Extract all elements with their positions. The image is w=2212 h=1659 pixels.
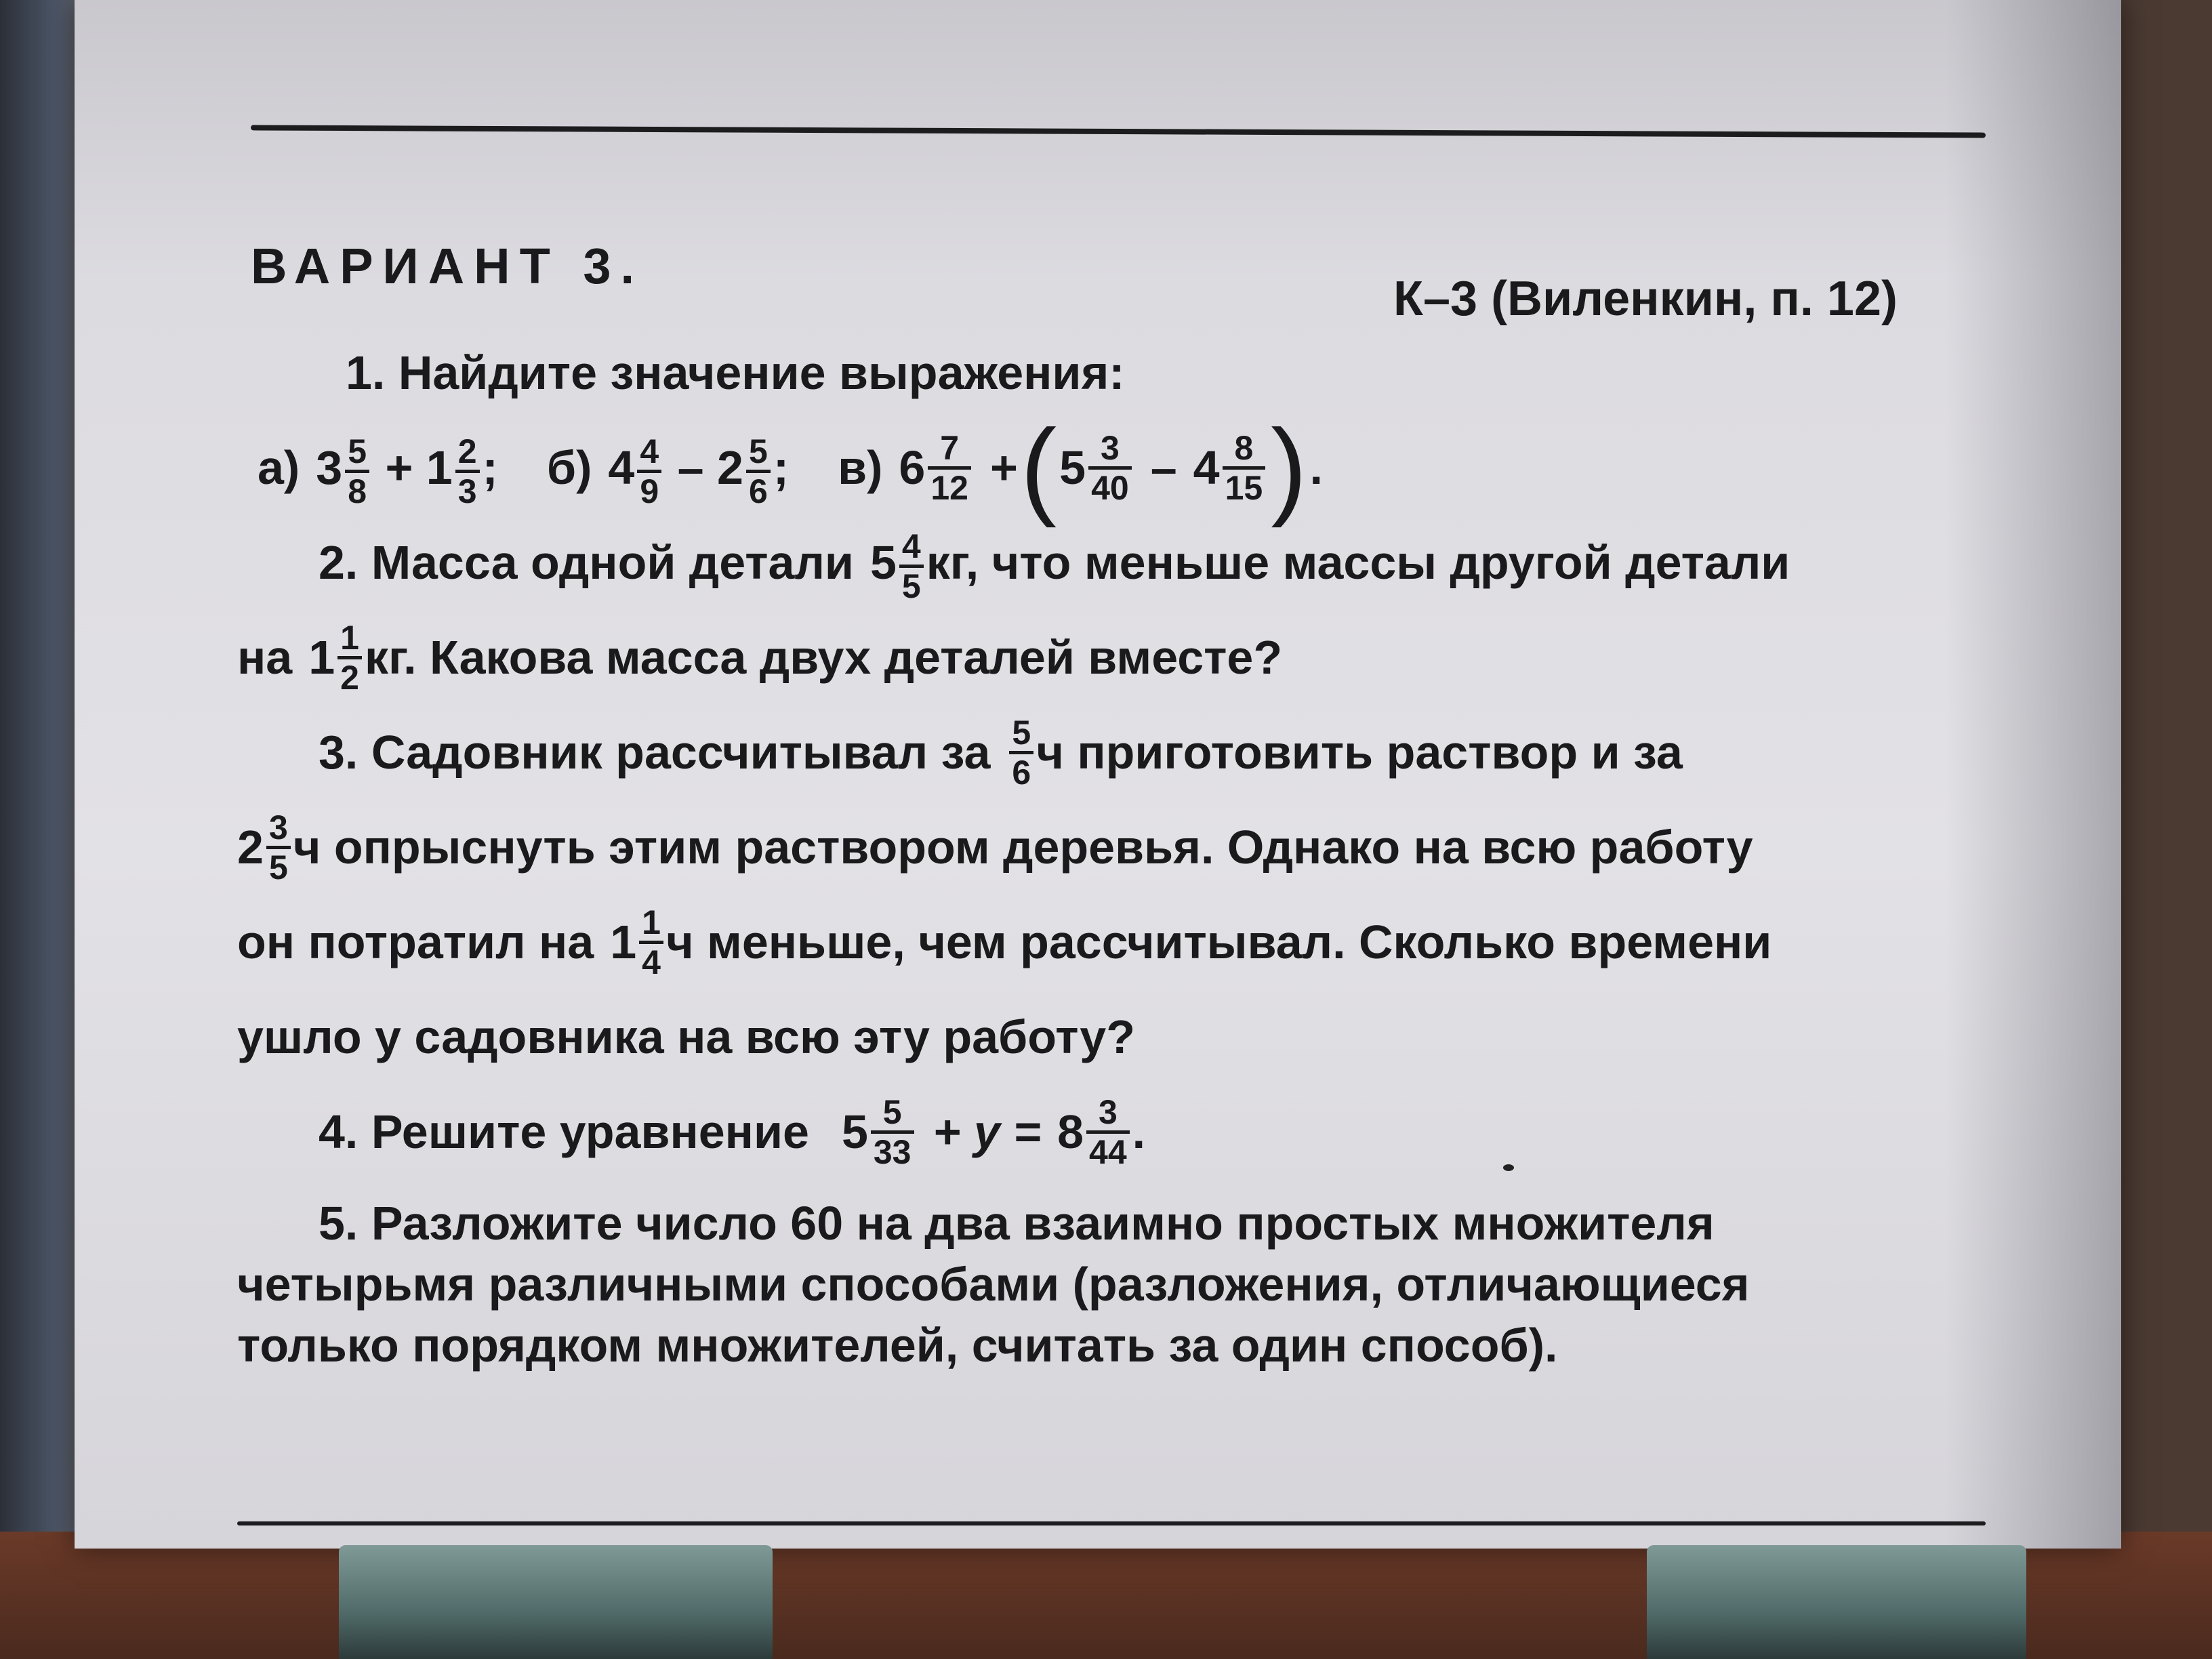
fraction: $\frac{7}{12}$ [928, 430, 971, 506]
task5-line3: только порядком множителей, считать за один способ). [237, 1319, 1558, 1372]
stray-mark [1503, 1164, 1514, 1171]
fraction: $\frac{1}{4}$ [639, 904, 663, 981]
fraction: $\frac{1}{2}$ [337, 619, 362, 696]
source-reference: К–3 (Виленкин, п. 12) [1393, 272, 1898, 326]
task3-line4: ушло у садовника на всю эту работу? [237, 1010, 1135, 1063]
binder-clip-left [339, 1545, 773, 1659]
expr-c: в) 6 $\frac{7}{12}$ + ( 5 $\frac{3}{40}$ – 4 $\frac{8}{15}$ ) . [838, 407, 1323, 528]
fraction: $\frac{4}{9}$ [637, 433, 661, 510]
fraction: $\frac{5}{6}$ [1009, 714, 1033, 791]
task2-line2: на 1 $\frac{1}{2}$ кг. Какова масса двух деталей вместе? [237, 618, 1283, 697]
expr-a: а) 3 $\frac{5}{8}$ + 1 $\frac{2}{3}$ ; [258, 432, 498, 511]
task5-line2: четырьмя различными способами (разложения, отличающиеся [237, 1258, 1750, 1311]
task2-line1 [237, 515, 1911, 610]
sheet-shadow [1945, 0, 2121, 1549]
task1-title: 1. Найдите значение выражения: [346, 346, 1125, 399]
fraction: $\frac{3}{44}$ [1086, 1094, 1130, 1170]
task4-line: 4. Решите уравнение 5 $\frac{5}{33}$ + y = 8 $\frac{3}{44}$ . [319, 1092, 1146, 1171]
expr-b: б) 4 $\frac{4}{9}$ – 2 $\frac{5}{6}$ ; [546, 432, 790, 511]
fraction: $\frac{2}{3}$ [455, 433, 480, 510]
worksheet-content [237, 224, 1911, 1376]
header [237, 224, 1911, 325]
binder-clip-right [1647, 1545, 2026, 1659]
task1-expressions [237, 407, 1911, 528]
fraction: $\frac{5}{6}$ [746, 433, 771, 510]
task3-line3: он потратил на 1 $\frac{1}{4}$ ч меньше, чем рассчитывал. Сколько времени [237, 903, 1772, 981]
fraction: $\frac{5}{33}$ [871, 1094, 914, 1170]
fraction: $\frac{8}{15}$ [1223, 430, 1266, 506]
fraction: $\frac{4}{5}$ [899, 528, 924, 605]
fraction: $\frac{3}{5}$ [266, 809, 291, 886]
fraction: $\frac{5}{8}$ [345, 433, 369, 510]
task3-line1: 3. Садовник рассчитывал за $\frac{5}{6}$ ч приготовить раствор и за [319, 713, 1683, 792]
top-rule [251, 125, 1986, 138]
variant-title: ВАРИАНТ 3. [251, 238, 644, 294]
fraction: $\frac{3}{40}$ [1088, 430, 1132, 506]
task2-text: 2. Масса одной детали 5 $\frac{4}{5}$ кг, что меньше массы другой детали [319, 527, 1790, 606]
task3-line2: 2 $\frac{3}{5}$ ч опрыснуть этим раствором деревья. Однако на всю работу [237, 808, 1753, 886]
bottom-rule [237, 1521, 1986, 1525]
task5-line1: 5. Разложите число 60 на два взаимно простых множителя [319, 1197, 1715, 1250]
